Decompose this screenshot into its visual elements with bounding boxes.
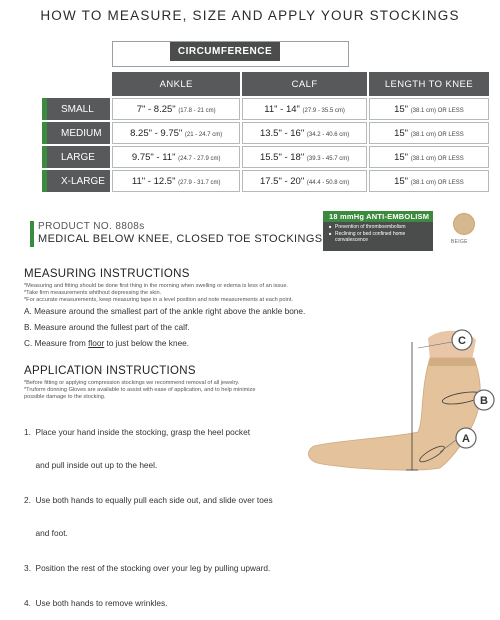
measure-step-c-suffix: to just below the knee.	[104, 338, 190, 348]
size-label: X-LARGE	[42, 170, 110, 192]
svg-text:B: B	[480, 395, 488, 407]
label-c-icon	[452, 330, 472, 350]
length-cell: 15" (38.1 cm) OR LESS	[369, 146, 489, 168]
ankle-cell: 11" - 12.5" (27.9 - 31.7 cm)	[112, 170, 240, 192]
measure-step-c-prefix: C. Measure from	[24, 338, 89, 348]
application-note: possible damage to the stocking.	[24, 393, 106, 400]
color-swatch-label: BEIGE	[451, 239, 468, 245]
size-label: SMALL	[42, 98, 110, 120]
application-steps	[24, 405, 294, 620]
label-b-icon	[474, 390, 494, 410]
measuring-note: *Measuring and fitting should be done first thing in the morning when swelling or edema is less of an issue.	[24, 283, 288, 289]
column-header-ankle: ANKLE	[112, 72, 240, 96]
apply-step-2: 2. Use both hands to equally pull each side out, and slide over toes	[24, 495, 273, 505]
calf-cell: 13.5" - 16" (34.2 - 40.6 cm)	[242, 122, 366, 144]
product-number: PRODUCT NO. 8808s	[38, 221, 145, 232]
anti-embolism-list	[323, 222, 433, 244]
application-instructions-title: APPLICATION INSTRUCTIONS	[24, 365, 196, 377]
stocking-shape	[308, 358, 480, 470]
apply-step-1-cont: and pull inside out up to the heel.	[24, 460, 158, 470]
table-row	[42, 170, 489, 192]
page-title: HOW TO MEASURE, SIZE AND APPLY YOUR STOCKINGS	[40, 8, 460, 23]
svg-text:C: C	[458, 335, 466, 347]
color-swatch[interactable]	[453, 213, 475, 235]
product-name: MEDICAL BELOW KNEE, CLOSED TOE STOCKINGS	[38, 233, 323, 245]
table-row	[42, 98, 489, 120]
anti-embolism-item: ■ Reclining or bed confined home convalescence	[329, 231, 429, 244]
measure-step-c-link[interactable]: floor	[88, 338, 105, 348]
table-corner	[42, 72, 110, 96]
ankle-cell: 9.75" - 11" (24.7 - 27.9 cm)	[112, 146, 240, 168]
table-row	[42, 146, 489, 168]
label-a-icon	[456, 428, 476, 448]
column-header-calf: CALF	[242, 72, 366, 96]
apply-step-4: 4. Use both hands to remove wrinkles.	[24, 598, 168, 608]
anti-embolism-badge	[323, 211, 433, 251]
calf-cell: 17.5" - 20" (44.4 - 50.8 cm)	[242, 170, 366, 192]
apply-step-1: 1. Place your hand inside the stocking, grasp the heel pocket	[24, 427, 251, 437]
size-chart-table	[40, 70, 491, 194]
stocking-band	[429, 358, 476, 366]
table-row	[42, 122, 489, 144]
table-header-row	[42, 72, 489, 96]
apply-step-3: 3. Position the rest of the stocking over your leg by pulling upward.	[24, 563, 271, 573]
anti-embolism-item: ■ Prevention of thromboembolism	[329, 224, 429, 231]
size-label: MEDIUM	[42, 122, 110, 144]
length-cell: 15" (38.1 cm) OR LESS	[369, 122, 489, 144]
length-cell: 15" (38.1 cm) OR LESS	[369, 98, 489, 120]
measuring-note: *For accurate measurements, keep measuring tape in a level position and note measurements at each point.	[24, 296, 293, 303]
measure-step-a: A. Measure around the smallest part of the ankle right above the ankle bone.	[24, 306, 306, 316]
circumference-header: CIRCUMFERENCE	[170, 42, 280, 61]
svg-text:A: A	[462, 433, 470, 445]
calf-cell: 11" - 14" (27.9 - 35.5 cm)	[242, 98, 366, 120]
application-note: *Truform donning Gloves are available to assist with ease of application, and to help minimize	[24, 386, 256, 393]
application-note: *Before fitting or applying compression stockings we recommend removal of all jewelry.	[24, 380, 240, 386]
column-header-length: LENGTH TO KNEE	[369, 72, 489, 96]
length-cell: 15" (38.1 cm) OR LESS	[369, 170, 489, 192]
measure-step-b: B. Measure around the fullest part of the calf.	[24, 322, 190, 332]
product-accent-bar	[30, 221, 34, 247]
ankle-cell: 8.25" - 9.75" (21 - 24.7 cm)	[112, 122, 240, 144]
size-label: LARGE	[42, 146, 110, 168]
leg-measurement-diagram	[300, 320, 500, 480]
measuring-note: *Take firm measurements whithout depressing the skin.	[24, 289, 162, 296]
ankle-cell: 7" - 8.25" (17.8 - 21 cm)	[112, 98, 240, 120]
measuring-notes	[24, 283, 354, 303]
measuring-instructions-title: MEASURING INSTRUCTIONS	[24, 268, 190, 280]
apply-step-2-cont: and foot.	[24, 528, 68, 538]
calf-cell: 15.5" - 18" (39.3 - 45.7 cm)	[242, 146, 366, 168]
anti-embolism-title: 18 mmHg ANTI-EMBOLISM	[323, 211, 433, 222]
